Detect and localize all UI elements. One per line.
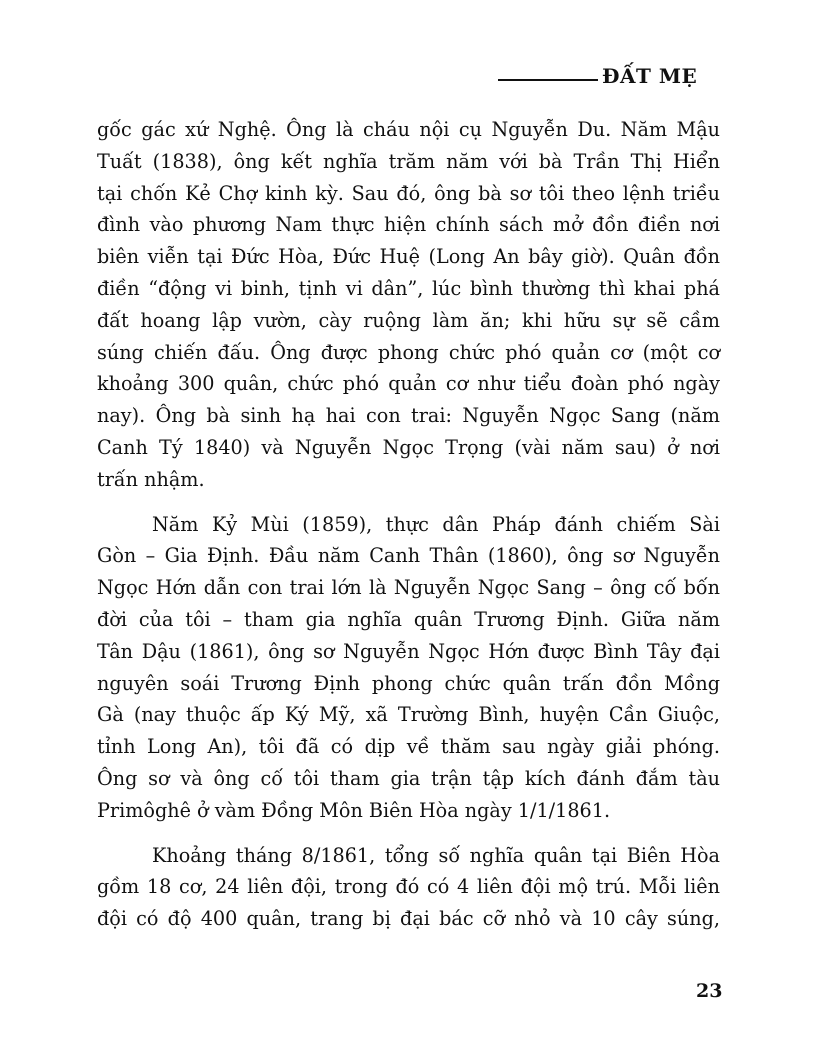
text-line: khoảng 300 quân, chức phó quản cơ như tiểu đoàn phó ngày [97,372,720,396]
paragraph-1 [97,114,720,496]
text-line: gồm 18 cơ, 24 liên đội, trong đó có 4 liên đội mộ trú. Mỗi liên [97,875,720,899]
text-line: trấn nhậm. [97,467,205,491]
text-line: biên viễn tại Đức Hòa, Đức Huệ (Long An bây giờ). Quân đồn [97,245,720,269]
text-line: Tân Dậu (1861), ông sơ Nguyễn Ngọc Hớn được Bình Tây đại [97,639,720,663]
text-line: Ngọc Hớn dẫn con trai lớn là Nguyễn Ngọc Sang – ông cố bốn [97,576,720,600]
text-line: điền “động vi binh, tịnh vi dân”, lúc bình thường thì khai phá [97,276,720,300]
paragraph-2 [97,509,720,827]
header-rule [498,79,598,81]
text-line: Gòn – Gia Định. Đầu năm Canh Thân (1860), ông sơ Nguyễn [97,544,720,568]
text-line: tỉnh Long An), tôi đã có dịp về thăm sau ngày giải phóng. [97,735,720,759]
text-line: Gà (nay thuộc ấp Ký Mỹ, xã Trường Bình, huyện Cần Giuộc, [97,703,720,727]
text-line: đất hoang lập vườn, cày ruộng làm ăn; khi hữu sự sẽ cầm [97,308,720,332]
text-line: Năm Kỷ Mùi (1859), thực dân Pháp đánh chiếm Sài [152,512,720,536]
body-text [97,114,720,935]
paragraph-3 [97,840,720,935]
text-line: Ông sơ và ông cố tôi tham gia trận tập kích đánh đắm tàu [97,766,720,790]
text-line: đời của tôi – tham gia nghĩa quân Trương Định. Giữa năm [97,607,720,631]
text-line: đình vào phương Nam thực hiện chính sách mở đồn điền nơi [97,213,720,237]
text-line: Khoảng tháng 8/1861, tổng số nghĩa quân tại Biên Hòa [152,843,720,867]
text-line: Tuất (1838), ông kết nghĩa trăm năm với bà Trần Thị Hiển [97,149,720,173]
text-line: đội có độ 400 quân, trang bị đại bác cỡ nhỏ và 10 cây súng, [97,907,720,931]
running-header [498,58,728,88]
text-line: Canh Tý 1840) và Nguyễn Ngọc Trọng (vài năm sau) ở nơi [97,435,720,459]
text-line: nguyên soái Trương Định phong chức quân trấn đồn Mồng [97,671,720,695]
text-line: tại chốn Kẻ Chợ kinh kỳ. Sau đó, ông bà sơ tôi theo lệnh triều [97,181,720,205]
page-number: 23 [696,980,723,1002]
text-line: gốc gác xứ Nghệ. Ông là cháu nội cụ Nguyễn Du. Năm Mậu [97,118,720,141]
header-title: ĐẤT MẸ [602,64,698,88]
text-line: Primôghê ở vàm Đồng Môn Biên Hòa ngày 1/1/1861. [97,798,611,822]
text-line: nay). Ông bà sinh hạ hai con trai: Nguyễn Ngọc Sang (năm [97,404,720,428]
text-line: súng chiến đấu. Ông được phong chức phó quản cơ (một cơ [97,340,720,364]
